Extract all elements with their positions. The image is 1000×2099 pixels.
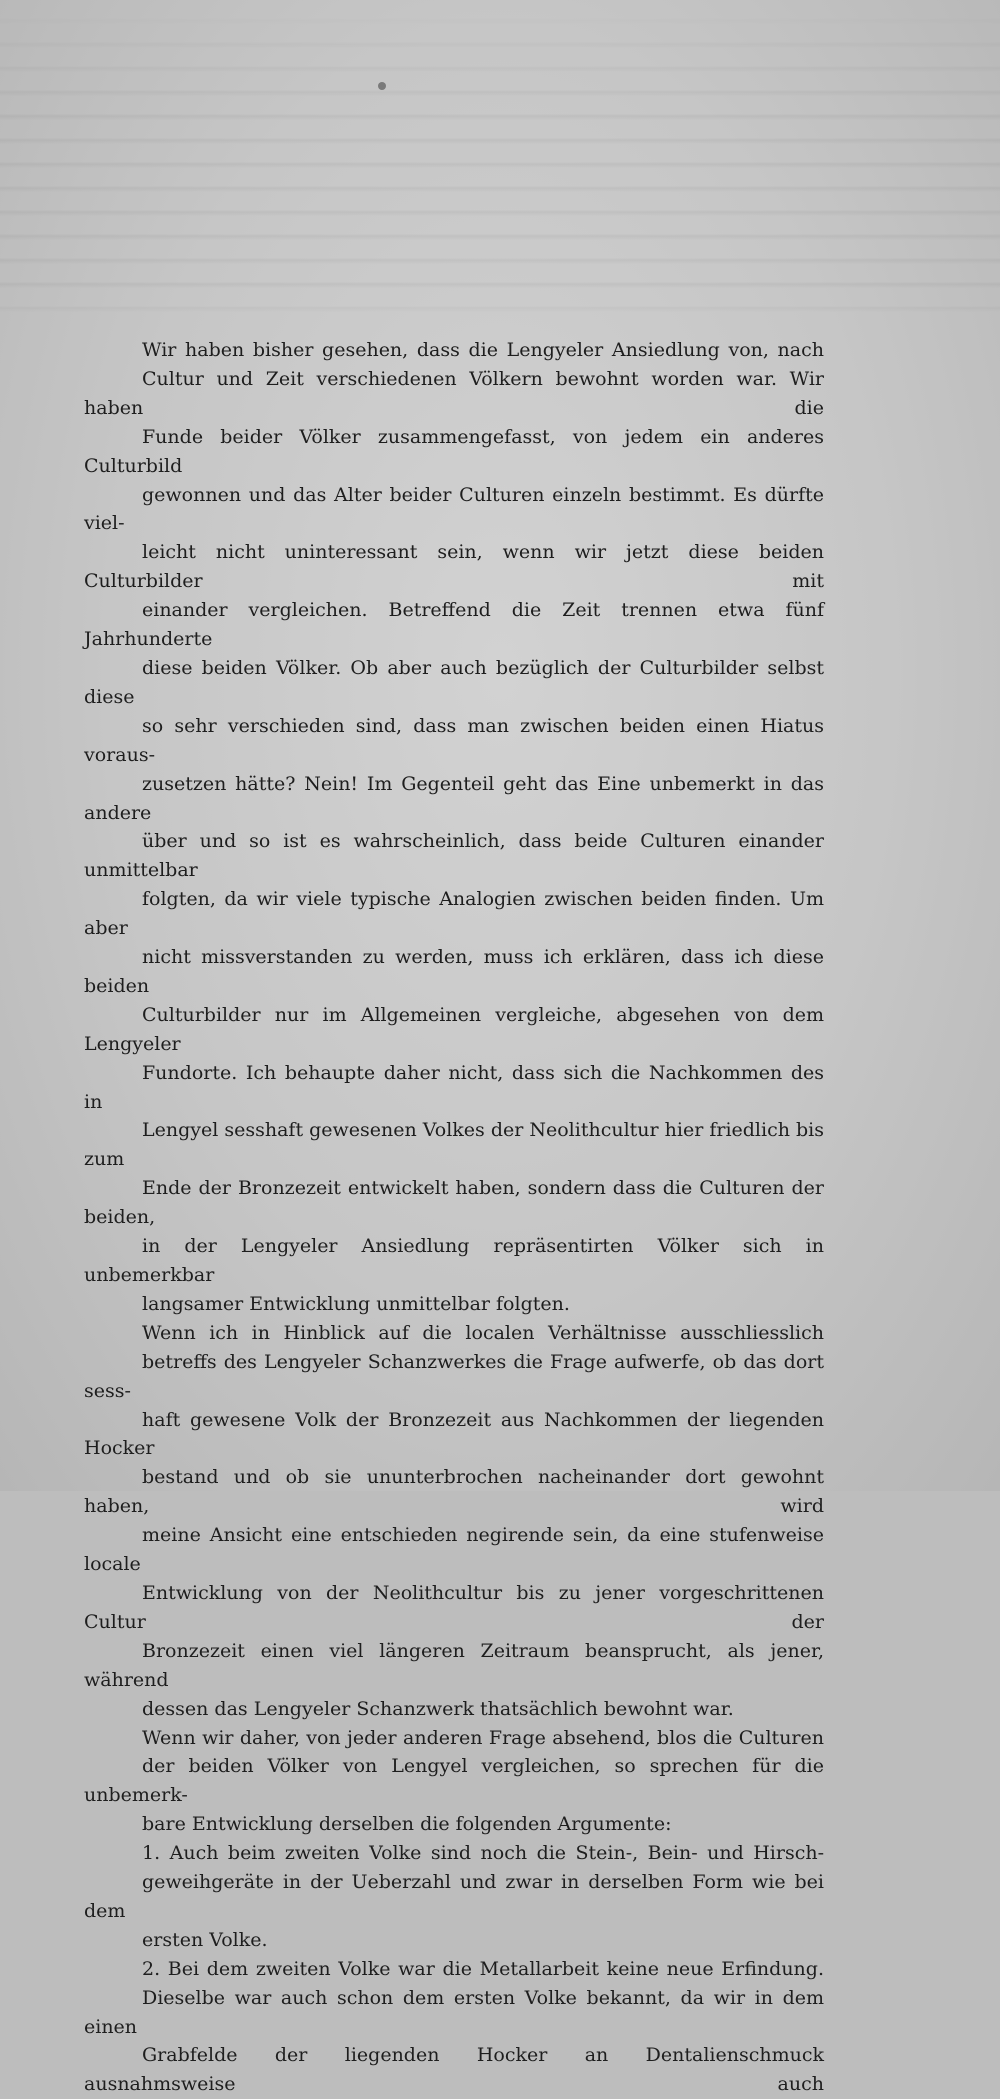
text-line: ersten Volke. — [142, 1928, 268, 1951]
text-line: so sehr verschieden sind, dass man zwischen beiden einen Hiatus voraus- — [84, 714, 824, 766]
text-line: Fundorte. Ich behaupte daher nicht, dass sich die Nachkommen des in — [84, 1061, 824, 1113]
text-line: Lengyel sesshaft gewesenen Volkes der Neolithcultur hier friedlich bis zum — [84, 1119, 824, 1171]
text-line: diese beiden Völker. Ob aber auch bezüglich der Culturbilder selbst diese — [84, 656, 824, 708]
text-line: Funde beider Völker zusammengefasst, von jedem ein anderes Culturbild — [84, 425, 824, 477]
body-text — [84, 336, 824, 2099]
text-line: Cultur und Zeit verschiedenen Völkern bewohnt worden war. Wir haben die — [84, 367, 824, 419]
text-line: meine Ansicht eine entschieden negirende sein, da eine stufenweise locale — [84, 1524, 824, 1576]
text-line: Culturbilder nur im Allgemeinen vergleiche, abgesehen von dem Lengyeler — [84, 1003, 824, 1055]
paragraph-2 — [84, 1319, 824, 1724]
text-line: 2. Bei dem zweiten Volke war die Metallarbeit keine neue Erfindung. — [142, 1957, 824, 1980]
text-line: Wir haben bisher gesehen, dass die Lengyeler Ansiedlung von, nach — [142, 339, 824, 361]
bleed-through-text — [0, 0, 1000, 330]
text-line: der beiden Völker von Lengyel vergleichen, so sprechen für die unbemerk- — [84, 1755, 824, 1807]
text-line: langsamer Entwicklung unmittelbar folgten. — [142, 1292, 570, 1315]
text-line: leicht nicht uninteressant sein, wenn wir jetzt diese beiden Culturbilder mit — [84, 541, 824, 593]
text-line: Entwicklung von der Neolithcultur bis zu jener vorgeschrittenen Cultur der — [84, 1581, 824, 1633]
text-line: folgten, da wir viele typische Analogien zwischen beiden finden. Um aber — [84, 888, 824, 940]
text-line: betreffs des Lengyeler Schanzwerkes die Frage aufwerfe, ob das dort sess- — [84, 1350, 824, 1402]
text-line: dessen das Lengyeler Schanzwerk thatsächlich bewohnt war. — [142, 1697, 734, 1720]
text-line: Wenn wir daher, von jeder anderen Frage absehend, blos die Culturen — [142, 1726, 824, 1749]
text-line: 1. Auch beim zweiten Volke sind noch die Stein-, Bein- und Hirsch- — [142, 1842, 824, 1865]
text-line: bare Entwicklung derselben die folgenden Argumente: — [142, 1813, 672, 1836]
text-line: einander vergleichen. Betreffend die Zeit trennen etwa fünf Jahrhunderte — [84, 599, 824, 651]
list-item-1 — [84, 1839, 824, 1955]
text-line: Bronzezeit einen viel längeren Zeitraum beansprucht, als jener, während — [84, 1639, 824, 1691]
text-line: bestand und ob sie ununterbrochen nacheinander dort gewohnt haben, wird — [84, 1466, 824, 1518]
text-line: gewonnen und das Alter beider Culturen einzeln bestimmt. Es dürfte viel- — [84, 483, 824, 535]
text-line: Grabfelde der liegenden Hocker an Dentalienschmuck ausnahmsweise auch — [84, 2044, 824, 2096]
text-line: Dieselbe war auch schon dem ersten Volke bekannt, da wir in dem einen — [84, 1986, 824, 2038]
text-line: über und so ist es wahrscheinlich, dass beide Culturen einander unmittelbar — [84, 830, 824, 882]
text-line: nicht missverstanden zu werden, muss ich erklären, dass ich diese beiden — [84, 946, 824, 997]
ink-spot — [378, 82, 386, 90]
text-line: Wenn ich in Hinblick auf die localen Verhältnisse ausschliesslich — [142, 1321, 824, 1344]
text-line: in der Lengyeler Ansiedlung repräsentirten Völker sich in unbemerkbar — [84, 1235, 824, 1286]
text-line: geweihgeräte in der Ueberzahl und zwar in derselben Form wie bei dem — [84, 1871, 824, 1922]
paragraph-1 — [84, 336, 824, 1319]
text-line: haft gewesene Volk der Bronzezeit aus Nachkommen der liegenden Hocker — [84, 1408, 824, 1460]
text-line: Ende der Bronzezeit entwickelt haben, sondern dass die Culturen der beiden, — [84, 1177, 824, 1229]
paragraph-3 — [84, 1724, 824, 1840]
list-item-2 — [84, 1955, 824, 2099]
text-line: zusetzen hätte? Nein! Im Gegenteil geht das Eine unbemerkt in das andere — [84, 772, 824, 824]
